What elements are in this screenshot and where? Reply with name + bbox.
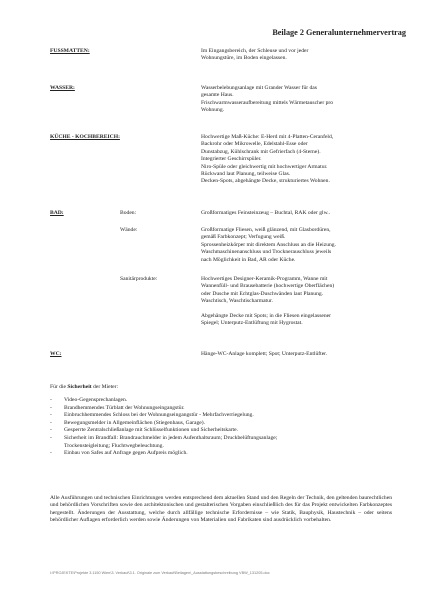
bullet-dash: - — [50, 397, 52, 403]
text-line: Backrohr oder Mikrowelle, Edelstahl-Esse oder — [201, 141, 308, 148]
text-line: Frischwarmwasseraufbereitung mittels Wärmetauscher pro — [201, 99, 334, 106]
section-text-fussmatten — [201, 48, 396, 63]
text-line — [201, 306, 396, 313]
text-line: Großformatiges Feinsteinzeug – Buchtal, RAK oder glw.. — [201, 210, 331, 216]
document-header: Beilage 2 Generalunternehmervertrag — [272, 28, 406, 37]
bad-boden-text — [201, 210, 396, 217]
list-item — [50, 435, 277, 443]
list-item-text: Brandhemmendes Türblatt der Wohnungseingangstür. — [64, 404, 185, 411]
list-item-text: Einbau von Safes auf Anfrage gegen Aufpreis möglich. — [64, 450, 188, 457]
list-item-text: Sicherheit im Brandfall: Brandrauchmelder in jedem Aufenthaltsraum; Druckbelüftungsanlage; — [64, 434, 278, 441]
text-line: Hochwertiges Designer-Keramik-Programm, Wanne mit — [201, 276, 328, 282]
section-text-wc — [201, 351, 396, 358]
intro-suffix: der Mieter: — [91, 384, 119, 390]
text-line: Spiegel; Unterputz-Entlüftung mit Hygrostat. — [201, 320, 303, 327]
list-item — [50, 450, 277, 458]
text-line: Abgehängte Decke mit Spots; in die Fliesen eingelassener — [201, 313, 332, 320]
bad-waende-text — [201, 227, 396, 264]
list-item — [50, 412, 277, 420]
text-line: Integrierter Geschirrspüler. — [201, 156, 262, 163]
bullet-dash: - — [50, 412, 52, 419]
list-item-text: Einbruchhemmendes Schloss bei der Wohnungseingangstür - Mehrfachverriegelung. — [64, 412, 254, 419]
sicherheit-intro — [50, 384, 118, 390]
section-label-kueche: KÜCHE - KOCHBEREICH: — [50, 134, 120, 140]
bullet-dash — [50, 443, 64, 451]
text-line: Waschtisch, Waschtischarmatur. — [201, 298, 273, 305]
section-label-bad: BAD: — [50, 210, 64, 216]
intro-prefix: Für die — [50, 384, 68, 390]
text-line: Dunstabzug, Kühlschrank mit Gefrierfach (4-Sterne). — [201, 148, 321, 155]
text-line: Im Eingangsbereich, der Schleuse und vor jeder — [201, 48, 309, 54]
bullet-dash: - — [50, 419, 52, 426]
bullet-dash: - — [50, 404, 52, 411]
bullet-dash: - — [50, 427, 52, 434]
bad-sanitaer-label: Sanitärprodukte: — [120, 276, 158, 282]
list-item-text: Video-Gegensprechanlagen. — [64, 397, 128, 403]
list-item-text: Bewegungsmelder in Allgemeinflächen (Stiegenhaus, Garage). — [64, 419, 206, 426]
sicherheit-list — [50, 397, 277, 458]
section-text-wasser — [201, 85, 396, 115]
bad-boden-label: Boden: — [120, 210, 137, 216]
bad-sanitaer-text — [201, 276, 396, 328]
section-label-fussmatten: FUSSMATTEN: — [50, 48, 90, 54]
bullet-dash: - — [50, 434, 52, 441]
text-line: gemäß Farbkonzept; Verfugung weiß. — [201, 234, 286, 241]
text-line: gesamte Haus. — [201, 92, 234, 99]
text-line: Großformatige Fliesen, weiß glänzend, mit Glasbordüren, — [201, 227, 331, 233]
text-line: Rückwand laut Planung, teilweise Glas. — [201, 171, 291, 178]
section-label-wasser: WASSER: — [50, 85, 75, 91]
list-item — [50, 397, 277, 405]
text-line: Hänge-WC-Anlage komplett; Spot; Unterputz-Entlüfter. — [201, 351, 328, 357]
text-line: Decken-Spots, abgehängte Decke, strukturiertes Wohnen. — [201, 178, 330, 185]
list-item-text: Gesperrte Zentralschließanlage mit Schlüsselfunktionen und Sicherheitskarte. — [64, 427, 238, 434]
text-line: Wasserbelebungsanlage mit Grander Wasser für das — [201, 85, 317, 91]
text-line: oder Dusche mit Echtglas-Duschwänden laut Planung. — [201, 290, 324, 297]
text-line: Wohnungstüre, im Boden eingelassen. — [201, 55, 287, 62]
text-line: nach Möglichkeit in Bad, AR oder Küche. — [201, 256, 296, 263]
text-line: Waschmaschinenanschluss und Trocknerauschluss jeweils — [201, 249, 332, 256]
text-line: Sprossenheizkörper mit direktem Anschluss an die Heizung. — [201, 241, 336, 248]
list-item — [50, 427, 277, 435]
text-line: Wohnung. — [201, 107, 225, 114]
section-text-kueche — [201, 134, 396, 186]
text-line: Hochwertige Maß-Küche: E-Herd mit 4-Platten-Ceranfeld, — [201, 134, 334, 140]
file-path-footer: I:\PROJEKTE\Projekte 3.1150 Wien\3. Verkauf\3.1. Originale zum Verkauf\Beilagen\_Ausstattungsbeschreibung VBW_131205.doc — [50, 571, 270, 575]
section-label-wc: WC: — [50, 351, 62, 357]
intro-bold: Sicherheit — [67, 384, 92, 390]
bullet-dash: - — [50, 450, 52, 457]
list-item-text: Trockensteigleitung; Fluchtwegbeleuchtung. — [64, 442, 164, 449]
text-line: Wannenfüll- und Brausebatterie (hochwertige Oberflächen) — [201, 283, 335, 290]
closing-paragraph: Alle Ausführungen und technischen Einrichtungen werden entsprechend dem aktuellen Stand und den Regeln der Technik, den geltenden baurechtlichen und behördlichen Vorschriften sowie den architektonischen und gestalterischen Vorgaben einschließlich des für das Projekt entwickelten Farbkonzeptes hergestellt. Änderungen der Ausstattung, welche durch allfällige technische Erfordernisse – wie Statik, Bauphysik, Haustechnik – oder seitens behördlicher Auflagen erforderlich werden sowie Änderungen von Materialien und Fabrikaten sind ausdrücklich vorbehalten. — [50, 495, 392, 524]
bad-waende-label: Wände: — [120, 227, 138, 233]
text-line: Niro-Spüle oder gleichwertig mit hochwertiger Armatur. — [201, 163, 328, 170]
